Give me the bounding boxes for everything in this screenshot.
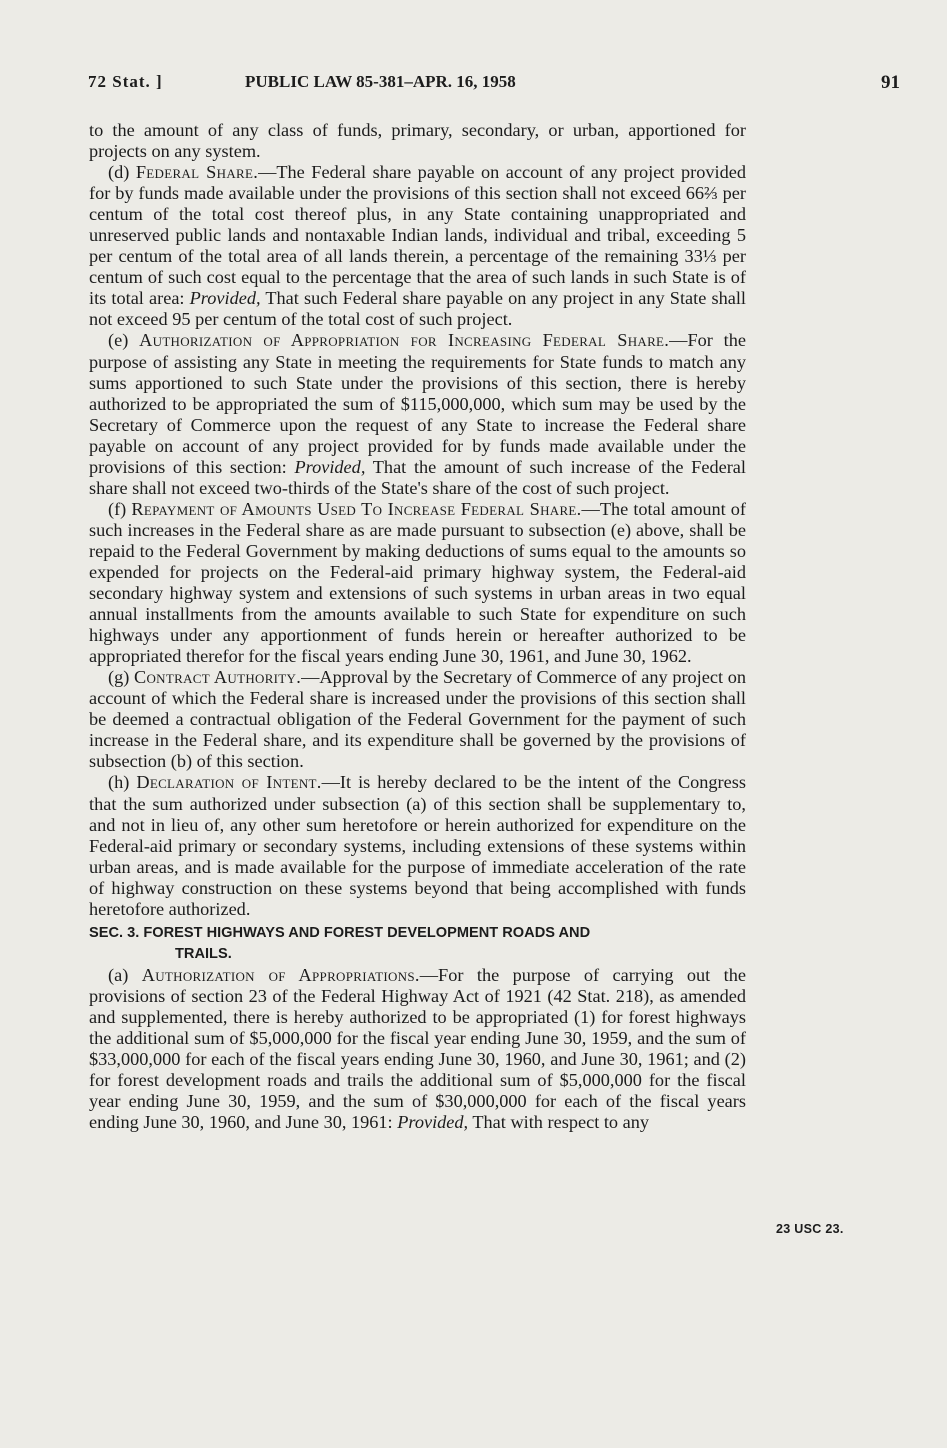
continued-paragraph: to the amount of any class of funds, primary, secondary, or urban, apportioned for projects on any system. — [89, 120, 746, 162]
subsection-heading: Authorization of Appropriations. — [141, 964, 420, 985]
statute-volume: 72 Stat. ] — [88, 72, 163, 91]
subsection-text: —It is hereby declared to be the intent of the Congress that the sum authorized under subsection (a) of this section shall be supplementary to, and not in lieu of, any other sum heretofore or herein authorized for expenditure on the Federal-aid primary or secondary systems, including extensions of these systems within urban areas, and is made available for the purpose of immediate acceleration of the rate of highway construction on these systems beyond that being accomplished with funds heretofore authorized. — [89, 772, 746, 919]
subsection-text: —For the purpose of assisting any State in meeting the requirements for State funds to match any sums apportioned to such State under the provisions of this section, there is hereby authorized to be appropriated the sum of $115,000,000, which sum may be used by the Secretary of Commerce upon the request of any State to increase the Federal share payable on account of any project provided for by funds made available under the provisions of this section: — [89, 330, 746, 477]
law-text — [89, 120, 746, 1133]
subsection-f — [89, 499, 746, 667]
subsection-label: (f) — [108, 498, 127, 519]
subsection-d — [89, 162, 746, 330]
subsection-label: (a) — [108, 964, 129, 985]
subsection-heading: Declaration of Intent. — [136, 772, 322, 793]
running-title: PUBLIC LAW 85-381–APR. 16, 1958 — [245, 72, 516, 91]
section-heading-line-2: TRAILS. — [175, 945, 232, 962]
subsection-e — [89, 330, 746, 498]
subsection-text-cont: That with respect to any — [472, 1112, 650, 1133]
subsection-heading: Repayment of Amounts Used To Increase Federal Share. — [131, 498, 582, 519]
subsection-text: —The total amount of such increases in the Federal share as are made pursuant to subsection (e) above, shall be repaid to the Federal Government by making deductions of sums equal to the amounts so expended for projects on the Federal-aid primary highway system, the Federal-aid secondary highway system and extensions of such systems in urban areas in two equal annual installments from the amounts available to such State for expenditure on such highways under any apportionment of funds herein or hereafter authorized to be appropriated therefor for the fiscal years ending June 30, 1961, and June 30, 1962. — [89, 498, 746, 667]
section-heading-line-1: SEC. 3. FOREST HIGHWAYS AND FOREST DEVELOPMENT ROADS AND — [89, 924, 591, 941]
page-number: 91 — [881, 72, 900, 93]
proviso: Provided, — [397, 1112, 469, 1133]
subsection-label: (h) — [108, 772, 130, 793]
subsection-h — [89, 772, 746, 919]
subsection-label: (e) — [108, 330, 129, 351]
subsection-label: (g) — [108, 667, 130, 688]
subsection-text: —The Federal share payable on account of any project provided for by funds made available under the provisions of this section shall not exceed 66⅔ per centum of the total cost thereof plus, in any State containing unappropriated and unreserved public lands and nontaxable Indian lands, individual and tribal, exceeding 5 per centum of the total area of all lands therein, a percentage of the remaining 33⅓ per centum of such cost equal to the percentage that the area of such lands in such State is of its total area: — [89, 162, 746, 309]
margin-citation: 23 USC 23. — [776, 1222, 844, 1236]
subsection-g — [89, 667, 746, 772]
proviso: Provided, — [189, 288, 261, 309]
proviso: Provided, — [294, 456, 366, 477]
subsection-heading: Federal Share. — [135, 162, 259, 183]
subsection-text: —Approval by the Secretary of Commerce of any project on account of which the Federal share is increased under the provisions of this section shall be deemed a contractual obligation of the Federal Government for the payment of such increase in the Federal share, and its expenditure shall be governed by the provisions of subsection (b) of this section. — [89, 667, 747, 772]
subsection-text-cont: That such Federal share payable on any project in any State shall not exceed 95 per centum of the total cost of such project. — [89, 288, 746, 330]
subsection-text: —For the purpose of carrying out the provisions of section 23 of the Federal Highway Act of 1921 (42 Stat. 218), as amended and supplemented, there is hereby authorized to be appropriated (1) for forest highways the additional sum of $5,000,000 for the fiscal year ending June 30, 1959, and the sum of $33,000,000 for each of the fiscal years ending June 30, 1960, and June 30, 1961; and (2) for forest development roads and trails the additional sum of $5,000,000 for the fiscal year ending June 30, 1959, and the sum of $30,000,000 for each of the fiscal years ending June 30, 1960, and June 30, 1961: — [89, 964, 746, 1133]
subsection-a — [89, 965, 746, 1133]
subsection-label: (d) — [108, 162, 130, 183]
section-3-heading — [89, 923, 746, 965]
page-header — [88, 72, 900, 100]
subsection-heading: Authorization of Appropriation for Increasing Federal Share. — [139, 330, 670, 351]
subsection-text-cont: That the amount of such increase of the Federal share shall not exceed two-thirds of the State's share of the cost of such project. — [89, 456, 746, 498]
subsection-heading: Contract Authority. — [133, 667, 302, 688]
